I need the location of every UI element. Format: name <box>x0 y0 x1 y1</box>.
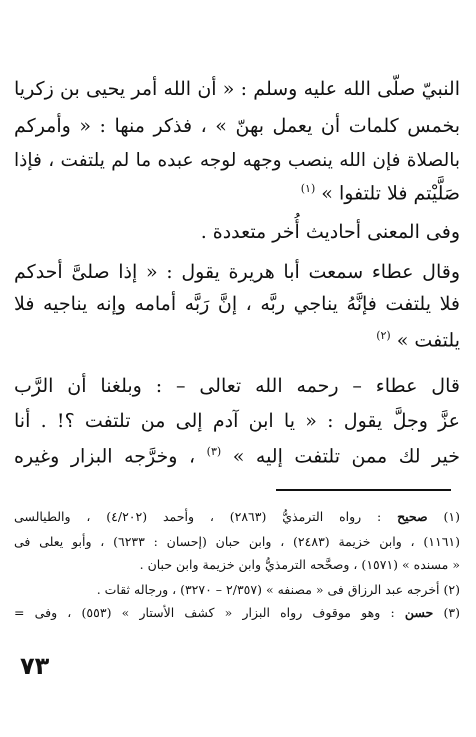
body-line: بالصلاة فإن الله ينصب وجهه لوجه عبده ما لم يلتفت ، فإذا <box>14 150 460 171</box>
footnote-number: (٣) <box>443 605 460 620</box>
body-line: وفى المعنى أحاديث أُخر متعددة . <box>200 221 460 243</box>
footnote-ref: (٢) <box>376 329 391 342</box>
body-text: صَلَّيْتم فلا تلتفوا » <box>321 182 460 205</box>
footnote-text: : وهو موقوف رواه البزار « كشف الأستار » (٥٥٣) ، وفى = <box>14 605 395 620</box>
body-line: عزَّ وجلَّ يقول : « يا ابن آدم إلى من تلتفت ؟! . أنا <box>14 410 460 432</box>
footnote-text: : رواه الترمذيُّ (٢٨٦٣) ، وأحمد (٤/٢٠٢) ، والطيالسى <box>14 509 382 524</box>
body-text: يلتفت » <box>396 329 460 352</box>
body-text: خير لك ممن تلتفت إليه » <box>232 445 460 468</box>
hadith-grade: صحيح <box>397 509 428 524</box>
hadith-grade: حسن <box>404 605 434 620</box>
body-line <box>14 330 460 350</box>
footnote-number: (١) <box>443 509 460 524</box>
body-line: قال عطاء – رحمه الله تعالى – : وبلغنا أن الرَّب <box>14 375 460 397</box>
body-line <box>14 446 460 466</box>
body-line <box>14 183 460 203</box>
footnote-ref: (٣) <box>206 445 222 458</box>
footnote-line <box>14 607 460 620</box>
body-line: بخمس كلمات أن يعمل بهنّ » ، فذكر منها : « وأمركم <box>14 115 460 137</box>
body-text: ، وخرَّجه البزار وغيره <box>14 445 196 468</box>
footnote-ref: (١) <box>300 182 316 195</box>
footnote-line: (١١٦١) ، وابن خزيمة (٢٤٨٣) ، وابن حبان (إحسان : ٦٢٣٣) ، وأبو يعلى فى <box>14 534 461 549</box>
body-line: وقال عطاء سمعت أبا هريرة يقول : « إذا صلىَّ أحدكم <box>14 261 460 283</box>
footnote-divider <box>276 489 451 491</box>
page-number: ٧٣ <box>20 652 50 680</box>
footnote-line: « مسنده » (١٥٧١) ، وصحَّحه الترمذيُّ وابن خزيمة وابن حبان . <box>139 557 460 572</box>
body-line: فلا يلتفت فإنَّهُ يناجي ربَّه ، إنَّ رَبَّه أمامه وإنه يناجيه فلا <box>14 293 460 315</box>
body-line: النبيّ صلّى الله عليه وسلم : « أن الله أمر يحيى بن زكريا <box>14 78 460 100</box>
footnote-line <box>14 511 460 524</box>
footnote-line: (٢) أخرجه عبد الرزاق فى « مصنفه » (٢/٣٥٧ – ٣٢٧٠) ، ورجاله ثقات . <box>96 582 460 597</box>
